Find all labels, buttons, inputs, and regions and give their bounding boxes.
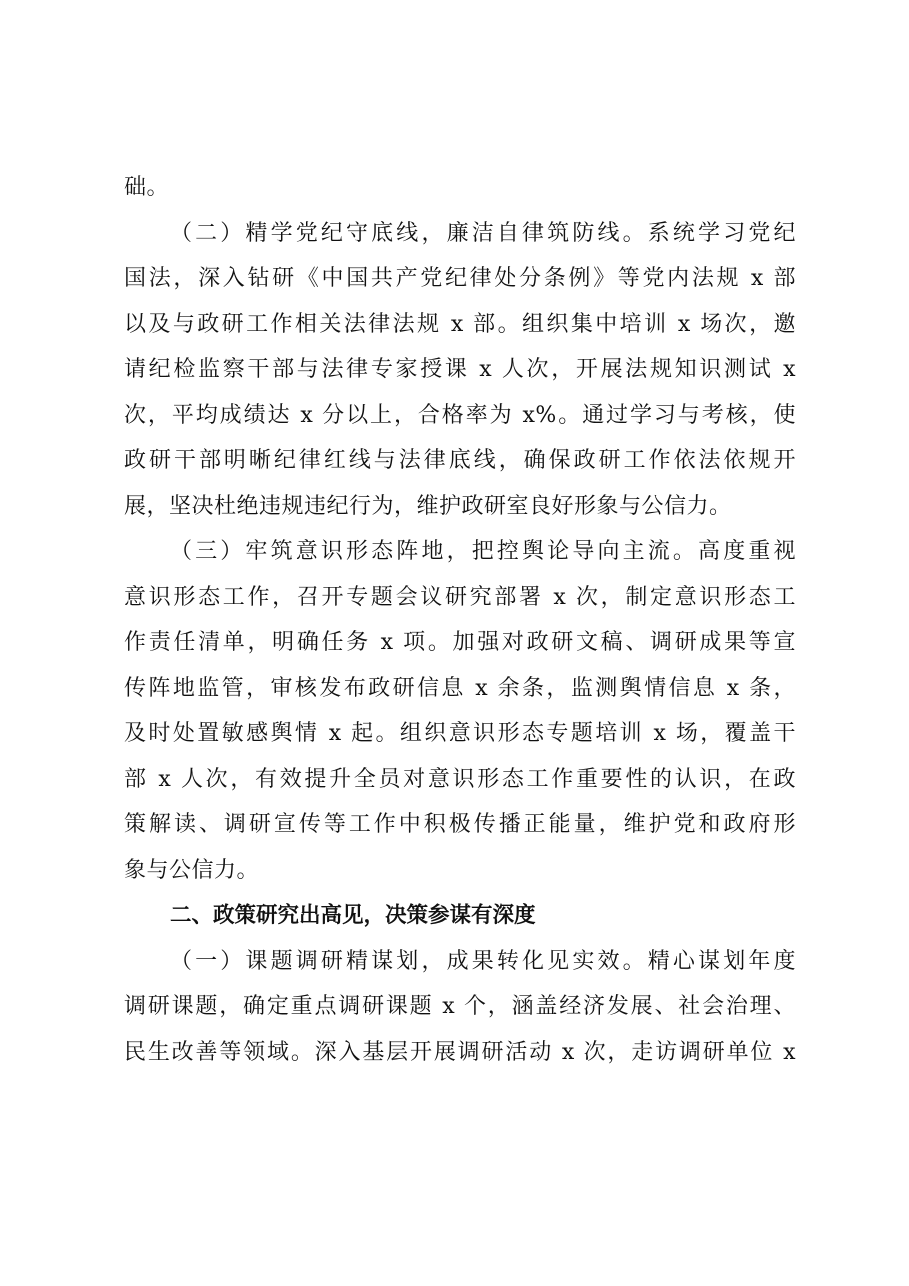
text-line: 础。 (124, 175, 170, 200)
text-line: 意识形态工作，召开专题会议研究部署 x 次，制定意识形态工 (124, 584, 796, 610)
paragraph-research-topics (124, 939, 796, 1076)
paragraph-continuation (124, 165, 796, 211)
text-line: 策解读、调研宣传等工作中积极传播正能量，维护党和政府形 (124, 812, 796, 837)
text-line: 部 x 人次，有效提升全员对意识形态工作重要性的认识，在政 (124, 766, 796, 792)
text-line: 民生改善等领域。深入基层开展调研活动 x 次，走访调研单位 x (124, 1039, 796, 1065)
text-line: 及时处置敏感舆情 x 起。组织意识形态专题培训 x 场，覆盖干 (124, 721, 796, 746)
text-line: 作责任清单，明确任务 x 项。加强对政研文稿、调研成果等宣 (124, 630, 796, 655)
text-line: 传阵地监管，审核发布政研信息 x 余条，监测舆情信息 x 条， (124, 675, 796, 701)
document-body (124, 165, 796, 1075)
text-line: 请纪检监察干部与法律专家授课 x 人次，开展法规知识测试 x (124, 357, 796, 382)
text-line: 展，坚决杜绝违规违纪行为，维护政研室良好形象与公信力。 (124, 493, 732, 519)
paragraph-ideology (124, 529, 796, 893)
text-line: 政研干部明晰纪律红线与法律底线，确保政研工作依法依规开 (124, 448, 796, 473)
text-line: 象与公信力。 (124, 857, 260, 883)
text-line: 以及与政研工作相关法律法规 x 部。组织集中培训 x 场次，邀 (124, 311, 796, 337)
text-line: （二）精学党纪守底线，廉洁自律筑防线。系统学习党纪 (170, 220, 796, 246)
text-line: 调研课题，确定重点调研课题 x 个，涵盖经济发展、社会治理、 (124, 994, 796, 1019)
text-line: 国法，深入钻研《中国共产党纪律处分条例》等党内法规 x 部 (124, 266, 796, 291)
section-heading: 二、政策研究出高见，决策参谋有深度 (170, 903, 536, 928)
text-line: 次，平均成绩达 x 分以上，合格率为 x%。通过学习与考核，使 (124, 402, 796, 428)
paragraph-discipline-study (124, 211, 796, 530)
text-line: （一）课题调研精谋划，成果转化见实效。精心谋划年度 (170, 948, 796, 974)
text-line: （三）牢筑意识形态阵地，把控舆论导向主流。高度重视 (170, 539, 796, 564)
